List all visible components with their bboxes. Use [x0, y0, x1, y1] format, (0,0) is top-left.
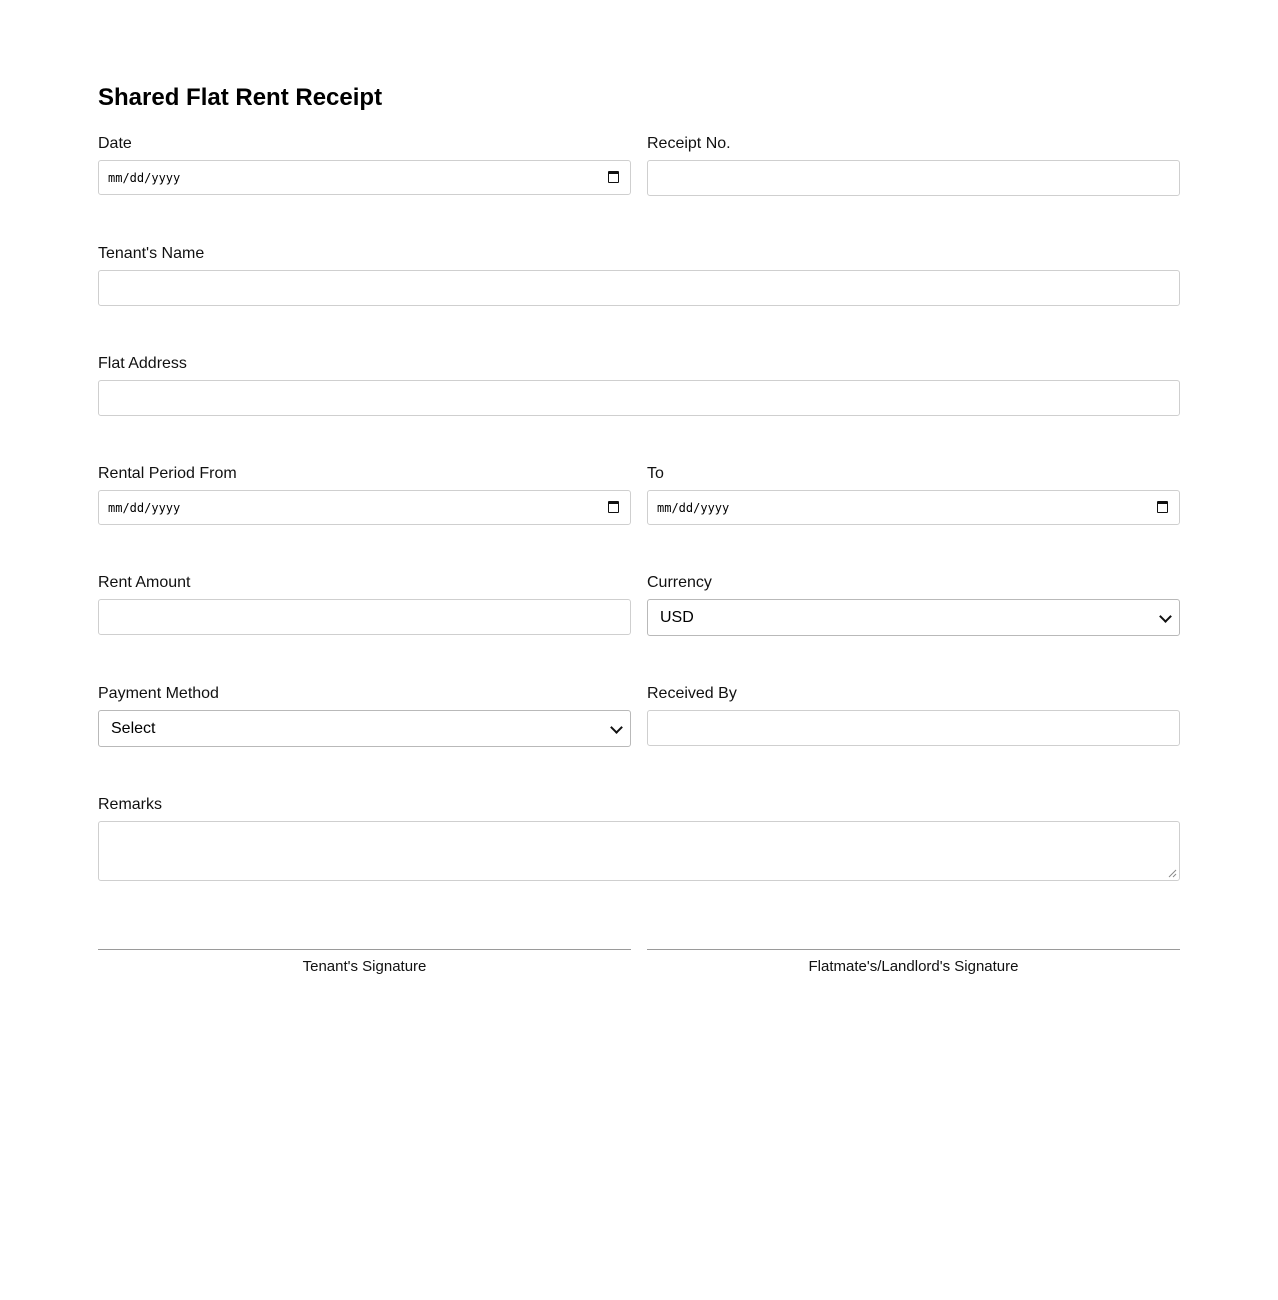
- rent-amount-label: Rent Amount: [98, 574, 191, 591]
- calendar-icon[interactable]: [1157, 501, 1168, 513]
- period-to-label: To: [647, 465, 664, 482]
- payment-method-group: [98, 684, 631, 747]
- resize-grip-icon[interactable]: [1168, 869, 1177, 878]
- remarks-label: Remarks: [98, 796, 163, 813]
- remarks-group: [98, 795, 1180, 881]
- period-to-group: [647, 464, 1180, 525]
- date-input[interactable]: [98, 160, 631, 195]
- period-from-label: Rental Period From: [98, 465, 237, 482]
- period-from-input[interactable]: [98, 490, 631, 525]
- rent-amount-group: [98, 573, 631, 635]
- tenant-name-label: Tenant's Name: [98, 245, 205, 262]
- tenant-name-input[interactable]: [98, 270, 1180, 306]
- calendar-icon[interactable]: [608, 171, 619, 183]
- currency-selected: USD: [660, 609, 694, 626]
- remarks-textarea[interactable]: [98, 821, 1180, 881]
- date-group: [98, 134, 631, 195]
- rent-amount-input[interactable]: [98, 599, 631, 635]
- period-to-input[interactable]: [647, 490, 1180, 525]
- flat-address-label: Flat Address: [98, 355, 187, 372]
- received-by-group: [647, 684, 1180, 746]
- calendar-icon[interactable]: [608, 501, 619, 513]
- landlord-signature-block: [647, 949, 1180, 975]
- period-to-placeholder: mm/dd/yyyy: [657, 501, 730, 515]
- tenant-signature-block: [98, 949, 631, 975]
- date-placeholder: mm/dd/yyyy: [108, 171, 181, 185]
- received-by-label: Received By: [647, 685, 737, 702]
- landlord-signature-line: [647, 949, 1180, 950]
- received-by-input[interactable]: [647, 710, 1180, 746]
- period-from-group: [98, 464, 631, 525]
- receipt-no-label: Receipt No.: [647, 135, 731, 152]
- chevron-down-icon: [1159, 610, 1172, 623]
- payment-method-label: Payment Method: [98, 685, 219, 702]
- chevron-down-icon: [610, 721, 623, 734]
- payment-method-select[interactable]: [98, 710, 631, 747]
- payment-method-selected: Select: [111, 720, 156, 737]
- currency-group: [647, 573, 1180, 636]
- date-label: Date: [98, 135, 132, 152]
- receipt-no-input[interactable]: [647, 160, 1180, 196]
- currency-select[interactable]: [647, 599, 1180, 636]
- rent-receipt-form: [98, 82, 1180, 975]
- flat-address-input[interactable]: [98, 380, 1180, 416]
- tenant-name-group: [98, 244, 1180, 306]
- flat-address-group: [98, 354, 1180, 416]
- tenant-signature-line: [98, 949, 631, 950]
- page-title: Shared Flat Rent Receipt: [98, 84, 383, 111]
- currency-label: Currency: [647, 574, 712, 591]
- receipt-no-group: [647, 134, 1180, 196]
- landlord-signature-label: Flatmate's/Landlord's Signature: [808, 958, 1019, 975]
- period-from-placeholder: mm/dd/yyyy: [108, 501, 181, 515]
- tenant-signature-label: Tenant's Signature: [302, 958, 427, 975]
